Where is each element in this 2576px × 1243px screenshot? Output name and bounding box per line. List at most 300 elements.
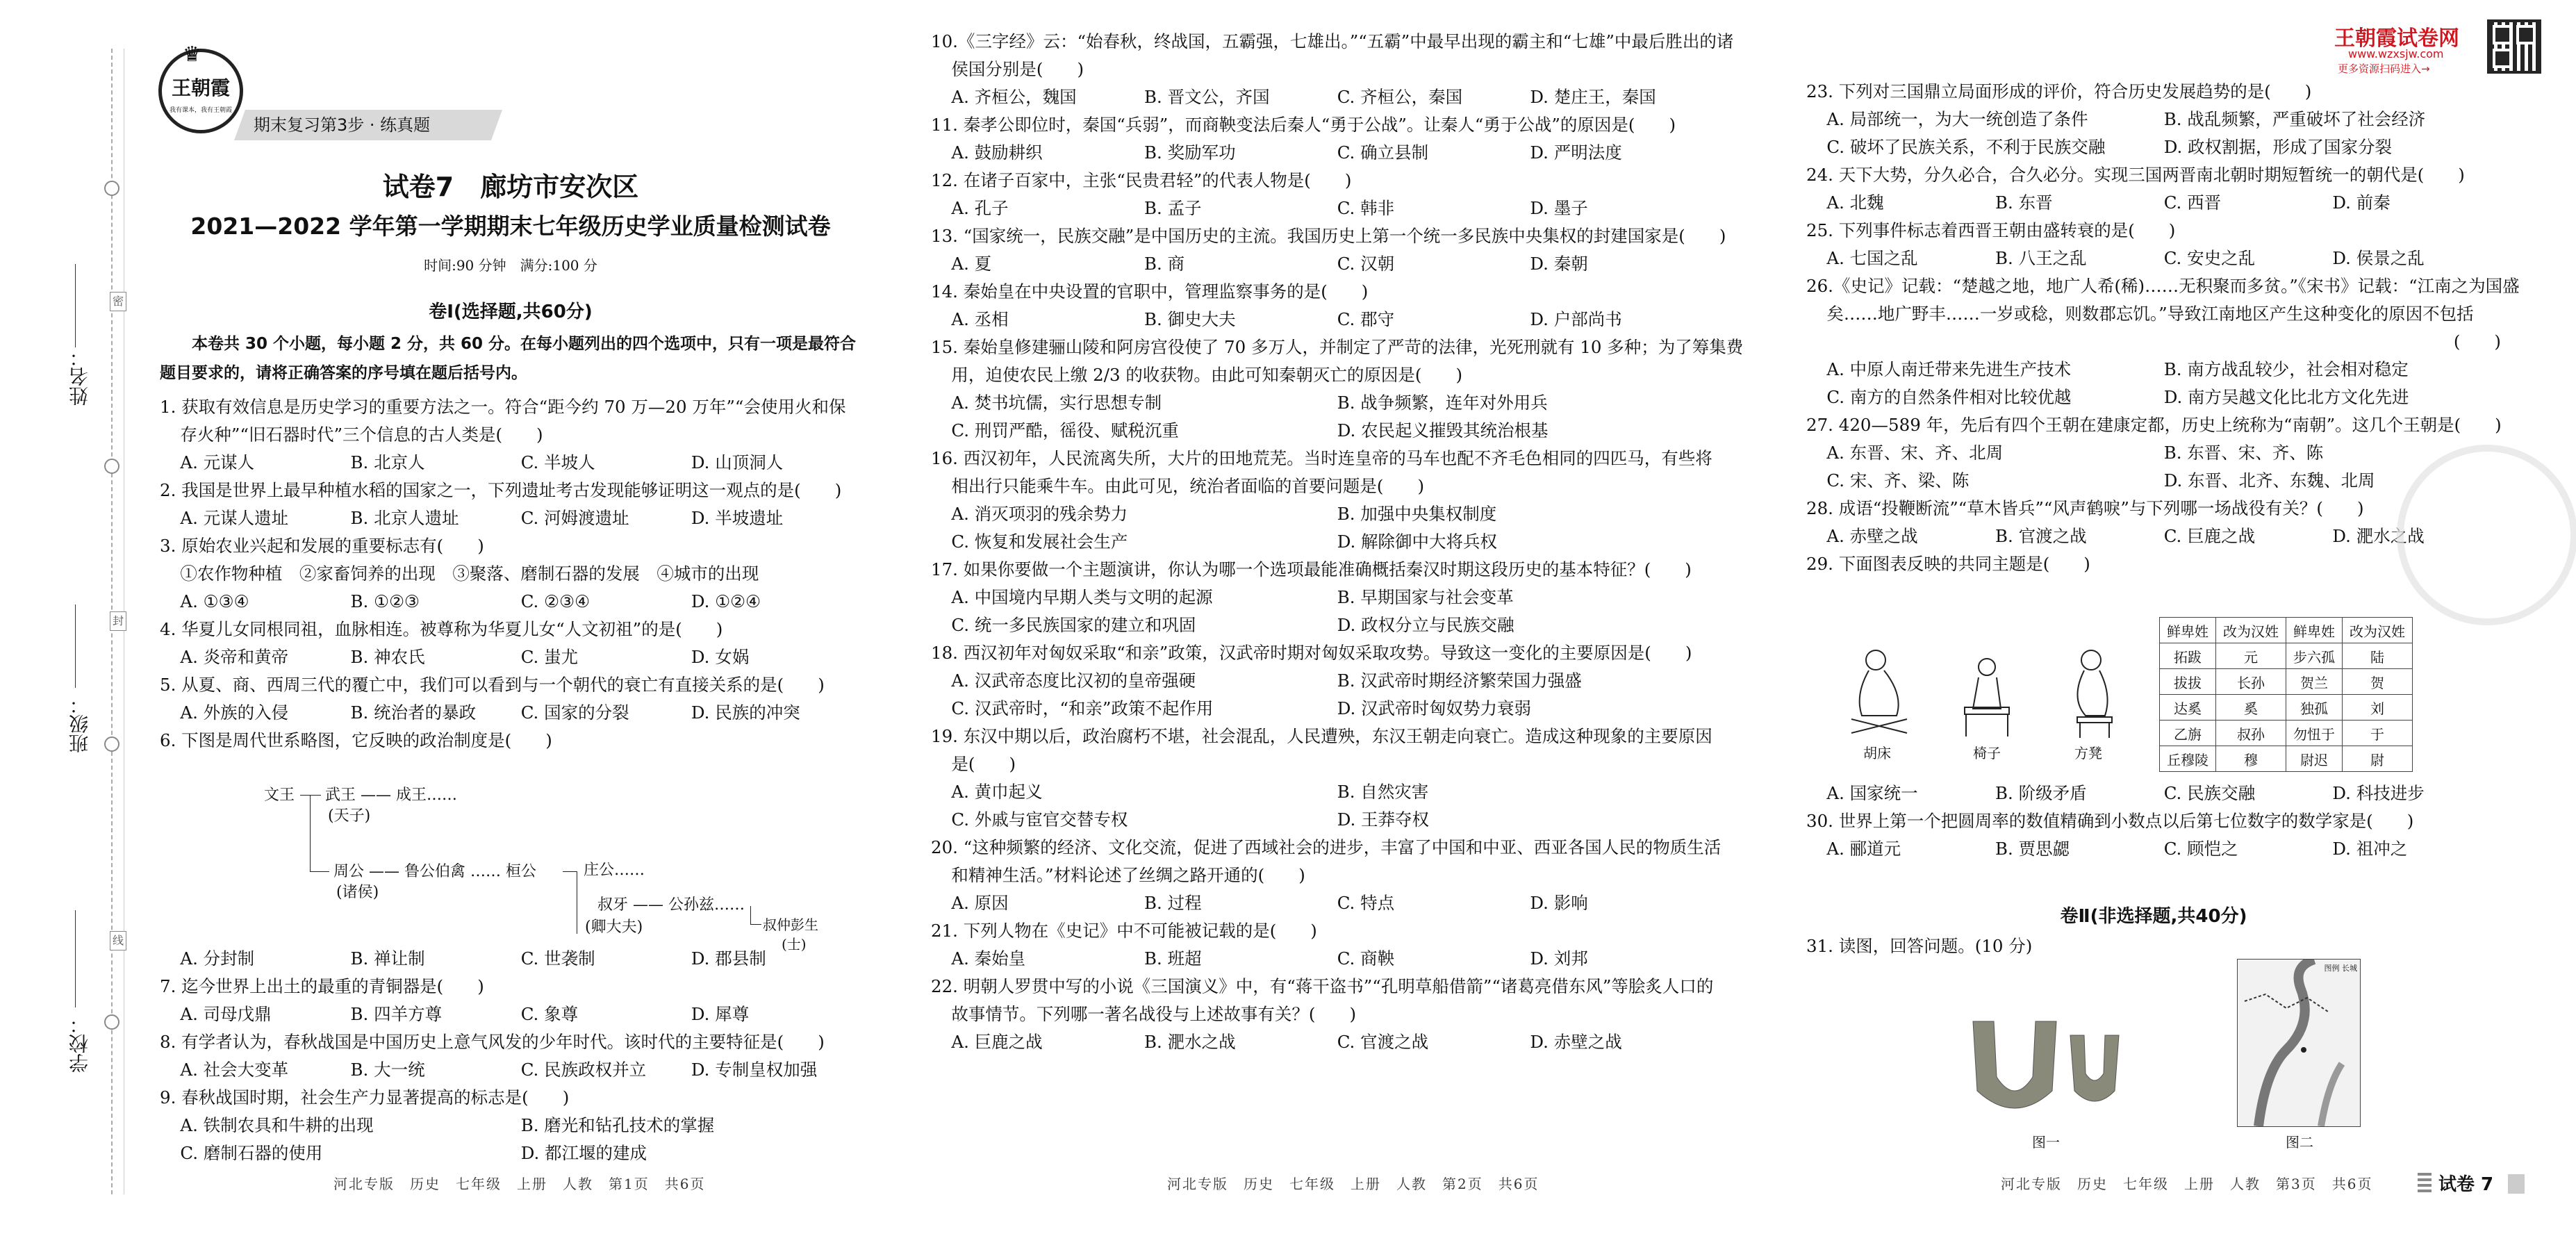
question-text: 故事情节。下列哪一著名战役与上述故事有关？( ) xyxy=(951,1004,1357,1024)
answer-option[interactable]: C. 统一多民族国家的建立和巩固 xyxy=(951,615,1196,635)
question xyxy=(1806,161,2501,217)
diagram-shi: (士) xyxy=(782,936,807,953)
answer-options xyxy=(1806,189,2501,217)
answer-options xyxy=(160,1112,861,1167)
table-cell: 丘穆陵 xyxy=(2160,746,2216,772)
answer-option[interactable]: D. 影响 xyxy=(1530,893,1588,913)
answer-option[interactable]: D. 都江堰的建成 xyxy=(520,1143,647,1163)
logo-crown-icon: ♛ xyxy=(183,42,201,67)
answer-option[interactable]: D. 前秦 xyxy=(2332,192,2391,213)
table-header-cell: 鲜卑姓 xyxy=(2286,618,2343,643)
diagram-zhuhou: (诸侯) xyxy=(336,884,379,901)
answer-option[interactable]: B. 八王之乱 xyxy=(1995,248,2087,268)
answer-option[interactable]: B. 早期国家与社会变革 xyxy=(1337,587,1514,607)
answer-option[interactable]: C. 刑罚严酷，徭役、赋税沉重 xyxy=(951,420,1179,441)
answer-option[interactable]: D. 农民起义摧毁其统治根基 xyxy=(1337,420,1549,441)
column-1-questions xyxy=(160,393,861,755)
question xyxy=(931,723,1723,834)
answer-option[interactable]: B. 神农氏 xyxy=(350,647,425,667)
class-label: 班级： xyxy=(68,695,91,753)
answer-option[interactable]: D. 墨子 xyxy=(1530,198,1588,218)
answer-options xyxy=(931,584,1723,639)
answer-option[interactable]: B. 北京人 xyxy=(350,452,425,472)
table-row xyxy=(2160,643,2413,669)
answer-option[interactable]: B. 自然灾害 xyxy=(1337,782,1429,802)
diagram-zhuanggong: 庄公…… xyxy=(584,862,645,879)
q31-figure-2 xyxy=(2237,959,2361,1127)
question xyxy=(160,945,861,973)
answer-option[interactable]: A. 社会大变革 xyxy=(180,1060,289,1080)
table-cell: 奚 xyxy=(2216,695,2286,721)
answer-option[interactable]: D. 南方吴越文化比北方文化先进 xyxy=(2163,387,2409,407)
answer-option[interactable]: A. 赤壁之战 xyxy=(1826,526,1918,546)
figure-1-caption: 图一 xyxy=(2032,1134,2060,1151)
answer-option[interactable]: B. 御史大夫 xyxy=(1144,309,1236,329)
answer-options xyxy=(160,945,861,973)
table-cell: 独孤 xyxy=(2286,695,2343,721)
diagram-connector xyxy=(300,795,321,796)
answer-option[interactable]: A. 焚书坑儒，实行思想专制 xyxy=(951,393,1162,413)
answer-option[interactable]: D. 户部尚书 xyxy=(1530,309,1622,329)
question xyxy=(1806,78,2501,161)
question-text: 21. 下列人物在《史记》中不可能被记载的是( ) xyxy=(931,921,1317,941)
question-text: 9. 春秋战国时期，社会生产力显著提高的标志是( ) xyxy=(160,1087,570,1108)
answer-option[interactable]: C. 汉武帝时，“和亲”政策不起作用 xyxy=(951,698,1214,718)
question-text: 3. 原始农业兴起和发展的重要标志有( ) xyxy=(160,536,484,556)
question-text: 22. 明朝人罗贯中写的小说《三国演义》中，有“蒋干盗书”“孔明草船借箭”“诸葛亮借东风”等脍炙人口的 xyxy=(931,976,1714,996)
question-text: 28. 成语“投鞭断流”“草木皆兵”“风声鹤唳”与下列哪一场战役有关？( ) xyxy=(1806,498,2364,518)
question xyxy=(1806,807,2501,863)
question xyxy=(931,222,1726,278)
answer-option[interactable]: C. 齐桓公，秦国 xyxy=(1337,87,1463,107)
question-text: 6. 下图是周代世系略图，它反映的政治制度是( ) xyxy=(160,730,552,750)
table-cell: 贺 xyxy=(2343,669,2413,695)
question-text: 27. 420—589 年，先后有四个王朝在建康定都，历史上统称为“南朝”。这几个王朝是( ) xyxy=(1806,415,2502,435)
question xyxy=(931,834,1723,917)
zhou-lineage-diagram xyxy=(264,785,820,953)
answer-option[interactable]: A. 中原人南迁带来先进生产技术 xyxy=(1826,359,2072,379)
answer-option[interactable]: A. 分封制 xyxy=(180,948,255,969)
answer-options xyxy=(1806,245,2501,272)
answer-option[interactable]: C. 世袭制 xyxy=(520,948,595,969)
answer-option[interactable]: D. 山顶洞人 xyxy=(691,452,784,472)
answer-option[interactable]: D. 民族的冲突 xyxy=(691,702,800,723)
question xyxy=(1806,550,2501,578)
section1-instructions: 本卷共 30 个小题，每小题 2 分，共 60 分。在每小题列出的四个选项中，只有一项是最符合题目要求的，请将正确答案的序号填在题后括号内。 xyxy=(160,335,857,382)
answer-option[interactable]: A. 原因 xyxy=(951,893,1009,913)
question-text: 1. 获取有效信息是历史学习的重要方法之一。符合“距今约 70 万—20 万年”“会使用火和保 xyxy=(160,397,846,417)
question xyxy=(160,393,861,477)
answer-options xyxy=(931,500,1723,556)
table-cell: 尉迟 xyxy=(2286,746,2343,772)
answer-option[interactable]: B. 奖励军功 xyxy=(1144,142,1236,163)
table-cell: 乙旃 xyxy=(2160,721,2216,746)
question-text: 29. 下面图表反映的共同主题是( ) xyxy=(1806,554,2090,574)
column-1-questions-b xyxy=(160,945,861,1167)
page-footer-2: 河北专版 历史 七年级 上册 人教 第2页 共6页 xyxy=(1167,1176,1539,1192)
answer-option[interactable]: C. 安史之乱 xyxy=(2163,248,2256,268)
answer-option[interactable]: D. 郡县制 xyxy=(691,948,766,969)
badge-bar xyxy=(2508,1174,2525,1194)
answer-option[interactable]: A. 七国之乱 xyxy=(1826,248,1918,268)
question-text: 和精神生活。”材料论述了丝绸之路开通的( ) xyxy=(951,865,1305,885)
yizi-figure xyxy=(1965,659,2009,736)
answer-option[interactable]: D. 赤壁之战 xyxy=(1530,1032,1622,1052)
question-text: 23. 下列对三国鼎立局面形成的评价，符合历史发展趋势的是( ) xyxy=(1806,81,2312,101)
question xyxy=(160,477,861,532)
answer-option[interactable]: C. 国家的分裂 xyxy=(520,702,629,723)
question xyxy=(160,973,861,1028)
answer-option[interactable]: D. 淝水之战 xyxy=(2332,526,2425,546)
answer-option[interactable]: A. 郦道元 xyxy=(1826,839,1901,859)
answer-options xyxy=(931,306,1723,334)
question-text: ①农作物种植 ②家畜饲养的出现 ③聚落、磨制石器的发展 ④城市的出现 xyxy=(180,563,759,584)
answer-option[interactable]: A. 东晋、宋、齐、北周 xyxy=(1826,443,2004,463)
question xyxy=(160,727,861,755)
table-cell: 拔拔 xyxy=(2160,669,2216,695)
answer-options xyxy=(931,389,1723,445)
question xyxy=(160,1028,861,1084)
answer-option[interactable]: C. 郡守 xyxy=(1337,309,1395,329)
seal-tag: 线 xyxy=(110,931,126,950)
diagram-connector xyxy=(310,795,311,871)
answer-options xyxy=(160,1001,861,1028)
answer-option[interactable]: C. 半坡人 xyxy=(520,452,595,472)
table-cell: 拓跋 xyxy=(2160,643,2216,669)
table-cell: 于 xyxy=(2343,721,2413,746)
answer-option[interactable]: D. ①②④ xyxy=(691,591,761,611)
answer-option[interactable]: C. 南方的自然条件相对比较优越 xyxy=(1826,387,2072,407)
question xyxy=(1806,272,2520,411)
logo-subtext: 我有课本，我有王朝霞 xyxy=(169,107,232,114)
question-text: 14. 秦始皇在中央设置的官职中，管理监察事务的是( ) xyxy=(931,281,1369,302)
answer-option[interactable]: D. 祖冲之 xyxy=(2332,839,2408,859)
answer-option[interactable]: A. 国家统一 xyxy=(1826,783,1918,803)
table-row xyxy=(2160,695,2413,721)
answer-option[interactable]: A. 巨鹿之战 xyxy=(951,1032,1043,1052)
answer-options xyxy=(160,588,861,616)
answer-option[interactable]: C. 官渡之战 xyxy=(1337,1032,1429,1052)
diagram-connector xyxy=(310,871,329,872)
table-cell: 步六孤 xyxy=(2286,643,2343,669)
school-underline xyxy=(75,910,76,1007)
table-cell: 叔孙 xyxy=(2216,721,2286,746)
furniture-illustrations xyxy=(1827,639,2140,743)
question-text: 12. 在诸子百家中，主张“民贵君轻”的代表人物是( ) xyxy=(931,170,1352,190)
brand-name: 王朝霞试卷网 xyxy=(2334,26,2459,51)
answer-option[interactable]: A. 元谋人 xyxy=(180,452,255,472)
question xyxy=(931,28,1734,111)
question xyxy=(931,334,1744,445)
answer-option[interactable]: D. 刘邦 xyxy=(1530,948,1588,969)
answer-option[interactable]: B. 班超 xyxy=(1144,948,1202,969)
question xyxy=(160,671,861,727)
table-row xyxy=(2160,721,2413,746)
answer-option[interactable]: D. 政权割据，形成了国家分裂 xyxy=(2163,137,2393,157)
answer-options xyxy=(1806,439,2501,495)
answer-option[interactable]: B. 禅让制 xyxy=(350,948,425,969)
caption-huchuang: 胡床 xyxy=(1863,745,1891,762)
table-cell: 贺兰 xyxy=(2286,669,2343,695)
question-text: 24. 天下大势，分久必合，合久必分。实现三国两晋南北朝时期短暂统一的朝代是( ) xyxy=(1806,165,2465,185)
question-text: 17. 如果你要做一个主题演讲，你认为哪一个选项最能准确概括秦汉时期这段历史的基本特征？( ) xyxy=(931,559,1692,579)
answer-option[interactable]: B. 东晋、宋、齐、陈 xyxy=(2163,443,2324,463)
answer-option[interactable]: B. 战争频繁，连年对外用兵 xyxy=(1337,393,1548,413)
answer-option[interactable]: B. 商 xyxy=(1144,254,1185,274)
page-footer-1: 河北专版 历史 七年级 上册 人教 第1页 共6页 xyxy=(333,1176,706,1192)
answer-option[interactable]: D. 专制皇权加强 xyxy=(691,1060,818,1080)
answer-option[interactable]: B. 官渡之战 xyxy=(1995,526,2087,546)
diagram-wenwang: 文王 xyxy=(264,787,295,804)
binding-hole xyxy=(104,736,119,752)
answer-option[interactable]: B. 战乱频繁，严重破坏了社会经济 xyxy=(2163,109,2426,129)
answer-option[interactable]: D. 政权分立与民族交融 xyxy=(1337,615,1514,635)
question-text: 5. 从夏、商、西周三代的覆亡中，我们可以看到与一个朝代的衰亡有直接关系的是( ) xyxy=(160,675,825,695)
question xyxy=(931,445,1723,556)
question-text: 18. 西汉初年对匈奴采取“和亲”政策，汉武帝时期对匈奴采取攻势。导致这一变化的主要原因是( ) xyxy=(931,643,1692,663)
question xyxy=(931,973,1723,1056)
question xyxy=(1806,411,2501,495)
answer-option[interactable]: A. 秦始皇 xyxy=(951,948,1026,969)
answer-option[interactable]: C. 外戚与宦官交替专权 xyxy=(951,809,1128,830)
answer-option[interactable]: B. ①②③ xyxy=(350,591,420,611)
answer-option[interactable]: A. 局部统一，为大一统创造了条件 xyxy=(1826,109,2088,129)
answer-option[interactable]: A. 夏 xyxy=(951,254,992,274)
answer-option[interactable]: B. 大一统 xyxy=(350,1060,425,1080)
table-header-cell: 鲜卑姓 xyxy=(2160,618,2216,643)
question xyxy=(931,278,1723,334)
answer-option[interactable]: C. ②③④ xyxy=(520,591,591,611)
answer-option[interactable]: B. 孟子 xyxy=(1144,198,1202,218)
answer-option[interactable]: D. 半坡遗址 xyxy=(691,508,784,528)
question-text: 20. “这种频繁的经济、文化交流，促进了西域社会的进步，丰富了中国和中亚、西亚各国人民的物质生活 xyxy=(931,837,1722,857)
question xyxy=(931,917,1723,973)
answer-option[interactable]: A. 元谋人遗址 xyxy=(180,508,289,528)
answer-option[interactable]: C. 蚩尤 xyxy=(520,647,579,667)
diagram-wuwang: 武王 —— 成王…… xyxy=(325,787,457,804)
answer-option[interactable]: C. 恢复和发展社会生产 xyxy=(951,532,1128,552)
answer-options xyxy=(931,250,1723,278)
question xyxy=(931,111,1723,167)
question-text: 矣……地广野丰……一岁或稔，则数郡忘饥。”导致江南地区产生这种变化的原因不包括 xyxy=(1826,304,2474,324)
answer-option[interactable]: D. 女娲 xyxy=(691,647,750,667)
answer-option[interactable]: C. 象尊 xyxy=(520,1004,579,1024)
answer-option[interactable]: C. 确立县制 xyxy=(1337,142,1429,163)
answer-option[interactable]: C. 磨制石器的使用 xyxy=(180,1143,323,1163)
answer-option[interactable]: C. 西晋 xyxy=(2163,192,2222,213)
answer-option[interactable]: A. 消灭项羽的残余势力 xyxy=(951,504,1128,524)
diagram-tianzi: (天子) xyxy=(328,807,371,825)
caption-yizi: 椅子 xyxy=(1973,745,2001,762)
qr-code-icon[interactable] xyxy=(2487,19,2541,74)
answer-options xyxy=(160,699,861,727)
figure-2-caption: 图二 xyxy=(2286,1134,2313,1151)
question-text: 8. 有学者认为，春秋战国是中国历史上意气风发的少年时代。该时代的主要特征是( ) xyxy=(160,1032,825,1052)
answer-options xyxy=(931,139,1723,167)
name-underline xyxy=(75,264,76,347)
question xyxy=(160,1084,861,1167)
table-cell: 穆 xyxy=(2216,746,2286,772)
answer-option[interactable]: B. 四羊方尊 xyxy=(350,1004,443,1024)
answer-option[interactable]: A. 铁制农具和牛耕的出现 xyxy=(180,1115,374,1135)
question xyxy=(931,167,1723,222)
diagram-connector xyxy=(750,906,751,924)
answer-option[interactable]: B. 淝水之战 xyxy=(1144,1032,1236,1052)
question-text: 30. 世界上第一个把圆周率的数值精确到小数点以后第七位数字的数学家是( ) xyxy=(1806,811,2414,831)
paper-subtitle: 2021—2022 学年第一学期期末七年级历史学业质量检测试卷 xyxy=(190,213,831,240)
question-text: 26.《史记》记载：“楚越之地，地广人希(稀)……无积聚而多贫。”《宋书》记载：“江南之为国盛 xyxy=(1806,276,2520,296)
answer-option[interactable]: B. 磨光和钻孔技术的掌握 xyxy=(520,1115,715,1135)
answer-options xyxy=(931,945,1723,973)
answer-option[interactable]: A. 齐桓公，魏国 xyxy=(951,87,1077,107)
question xyxy=(160,532,861,616)
question-text: ( ) xyxy=(2453,331,2501,352)
class-underline xyxy=(75,604,76,688)
question-text: 7. 迄今世界上出土的最重的青铜器是( ) xyxy=(160,976,484,996)
answer-option[interactable]: B. 东晋 xyxy=(1995,192,2053,213)
answer-option[interactable]: C. 商鞅 xyxy=(1337,948,1395,969)
watermark-seal xyxy=(2397,445,2576,625)
name-label: 姓名： xyxy=(68,347,91,406)
answer-option[interactable]: A. 丞相 xyxy=(951,309,1009,329)
chapter-banner-text: 期末复习第3步 · 练真题 xyxy=(254,115,431,135)
answer-option[interactable]: C. 韩非 xyxy=(1337,198,1395,218)
section2-title: 卷Ⅱ(非选择题,共40分) xyxy=(2060,906,2247,927)
time-info: 时间:90 分钟 满分:100 分 xyxy=(424,257,597,274)
answer-option[interactable]: B. 汉武帝时期经济繁荣国力强盛 xyxy=(1337,670,1582,691)
answer-option[interactable]: A. 司母戊鼎 xyxy=(180,1004,272,1024)
answer-option[interactable]: B. 阶级矛盾 xyxy=(1995,783,2087,803)
answer-option[interactable]: C. 破坏了民族关系，不利于民族交融 xyxy=(1826,137,2106,157)
table-cell: 元 xyxy=(2216,643,2286,669)
question xyxy=(160,616,861,671)
answer-option[interactable]: B. 统治者的暴政 xyxy=(350,702,477,723)
answer-option[interactable]: D. 汉武帝时匈奴势力衰弱 xyxy=(1337,698,1532,718)
answer-option[interactable]: A. 鼓励耕织 xyxy=(951,142,1043,163)
table-cell: 达奚 xyxy=(2160,695,2216,721)
diagram-connector xyxy=(563,871,577,872)
diagram-qingdafu: (卿大夫) xyxy=(585,919,643,936)
table-cell: 尉 xyxy=(2343,746,2413,772)
logo-text: 王朝霞 xyxy=(171,76,230,99)
answer-option[interactable]: C. 巨鹿之战 xyxy=(2163,526,2256,546)
paper-badge: 试卷 7 xyxy=(2438,1174,2494,1195)
answer-option[interactable]: D. 解除御中大将兵权 xyxy=(1337,532,1498,552)
answer-option[interactable]: D. 东晋、北齐、东魏、北周 xyxy=(2163,470,2375,491)
answer-option[interactable]: C. 河姆渡遗址 xyxy=(520,508,629,528)
answer-options xyxy=(160,643,861,671)
publisher-logo xyxy=(158,42,243,133)
answer-option[interactable]: D. 侯景之乱 xyxy=(2332,248,2425,268)
answer-option[interactable]: B. 南方战乱较少，社会相对稳定 xyxy=(2163,359,2409,379)
diagram-shuya: 叔牙 —— 公孙兹…… xyxy=(597,896,745,914)
answer-option[interactable]: D. 严明法度 xyxy=(1530,142,1622,163)
column-3-questions xyxy=(1806,78,2520,578)
answer-option[interactable]: D. 秦朝 xyxy=(1530,254,1588,274)
answer-option[interactable]: A. 汉武帝态度比汉初的皇帝强硬 xyxy=(951,670,1196,691)
answer-option[interactable]: A. 北魏 xyxy=(1826,192,1884,213)
table-row xyxy=(2160,746,2413,772)
answer-option[interactable]: C. 汉朝 xyxy=(1337,254,1395,274)
answer-option[interactable]: A. ①③④ xyxy=(180,591,249,611)
answer-option[interactable]: B. 晋文公，齐国 xyxy=(1144,87,1270,107)
diagram-connector xyxy=(750,924,761,925)
question xyxy=(1806,780,2501,807)
question-text: 相出行只能乘牛车。由此可见，统治者面临的首要问题是( ) xyxy=(951,476,1425,496)
question-text: 侯国分别是( ) xyxy=(951,59,1084,79)
q31-figure-1 xyxy=(1966,1007,2126,1119)
caption-fangdeng: 方凳 xyxy=(2074,745,2102,762)
question-text: 11. 秦孝公即位时，秦国“兵弱”，而商鞅变法后秦人“勇于公战”。让秦人“勇于公战”的原因是( ) xyxy=(931,115,1676,135)
q31-text: 31. 读图，回答问题。(10 分) xyxy=(1806,936,2033,956)
answer-option[interactable]: C. 顾恺之 xyxy=(2163,839,2238,859)
binding-hole xyxy=(104,1014,119,1030)
brand-hint: 更多资源扫码进入→ xyxy=(2338,63,2430,75)
section1-title: 卷Ⅰ(选择题,共60分) xyxy=(429,302,593,322)
table-row xyxy=(2160,669,2413,695)
answer-option[interactable]: D. 科技进步 xyxy=(2332,783,2425,803)
question-text: 10.《三字经》云：“始春秋，终战国，五霸强，七雄出。”“五霸”中最早出现的霸主和“七雄”中最后胜出的诸 xyxy=(931,31,1734,51)
question-text: 用，迫使农民上缴 2/3 的收获物。由此可知秦朝灭亡的原因是( ) xyxy=(951,365,1463,385)
answer-options xyxy=(931,778,1723,834)
answer-option[interactable]: D. 楚庄王，秦国 xyxy=(1530,87,1656,107)
answer-option[interactable]: D. 犀尊 xyxy=(691,1004,750,1024)
brand-url: www.wzxsjw.com xyxy=(2348,47,2444,60)
answer-option[interactable]: B. 过程 xyxy=(1144,893,1202,913)
school-label: 学校： xyxy=(68,1014,91,1073)
q29-figures xyxy=(1827,639,2140,764)
answer-option[interactable]: A. 黄巾起义 xyxy=(951,782,1043,802)
table-header-cell: 改为汉姓 xyxy=(2343,618,2413,643)
answer-option[interactable]: B. 北京人遗址 xyxy=(350,508,459,528)
answer-option[interactable]: A. 炎帝和黄帝 xyxy=(180,647,289,667)
answer-options xyxy=(931,1028,1723,1056)
answer-options xyxy=(1806,356,2501,411)
answer-options xyxy=(931,667,1723,723)
question xyxy=(931,639,1723,723)
bronze-tools-image xyxy=(1966,1007,2126,1119)
answer-option[interactable]: B. 加强中央集权制度 xyxy=(1337,504,1497,524)
answer-option[interactable]: A. 孔子 xyxy=(951,198,1009,218)
table-cell: 刘 xyxy=(2343,695,2413,721)
badge-decoration xyxy=(2418,1173,2431,1192)
answer-option[interactable]: A. 中国境内早期人类与文明的起源 xyxy=(951,587,1213,607)
table-cell: 勿忸于 xyxy=(2286,721,2343,746)
answer-options xyxy=(1806,106,2501,161)
answer-option[interactable]: B. 贾思勰 xyxy=(1995,839,2070,859)
question xyxy=(931,556,1723,639)
answer-option[interactable]: A. 外族的入侵 xyxy=(180,702,289,723)
fangdeng-figure xyxy=(2077,650,2112,738)
answer-option[interactable]: C. 民族交融 xyxy=(2163,783,2256,803)
question-text: 16. 西汉初年，人民流离失所，大片的田地荒芜。当时连皇帝的马车也配不齐毛色相同的四匹马，有些将 xyxy=(931,448,1712,468)
answer-options xyxy=(931,195,1723,222)
answer-options xyxy=(931,889,1723,917)
question-text: 13. “国家统一，民族交融”是中国历史的主流。我国历史上第一个统一多民族中央集权的封建国家是( ) xyxy=(931,226,1726,246)
question-text: 15. 秦始皇修建骊山陵和阿房宫役使了 70 多万人，并制定了严苛的法律，光死刑就有 10 多种；为了筹集费 xyxy=(931,337,1744,357)
diagram-shuzhong: 叔仲彭生 xyxy=(763,916,818,933)
answer-option[interactable]: C. 特点 xyxy=(1337,893,1395,913)
answer-option[interactable]: C. 宋、齐、梁、陈 xyxy=(1826,470,1970,491)
diagram-zhougong: 周公 —— 鲁公伯禽 …… 桓公 xyxy=(333,863,536,880)
page-footer-3: 河北专版 历史 七年级 上册 人教 第3页 共6页 xyxy=(2001,1176,2373,1192)
binding-hole xyxy=(104,459,119,474)
seal-tag: 封 xyxy=(110,611,126,631)
answer-option[interactable]: C. 民族政权并立 xyxy=(520,1060,647,1080)
huchuang-figure xyxy=(1851,650,1907,733)
question-text: 19. 东汉中期以后，政治腐朽不堪，社会混乱，人民遭殃，东汉王朝走向衰亡。造成这种现象的主要原因 xyxy=(931,726,1712,746)
answer-option[interactable]: D. 王莽夺权 xyxy=(1337,809,1430,830)
